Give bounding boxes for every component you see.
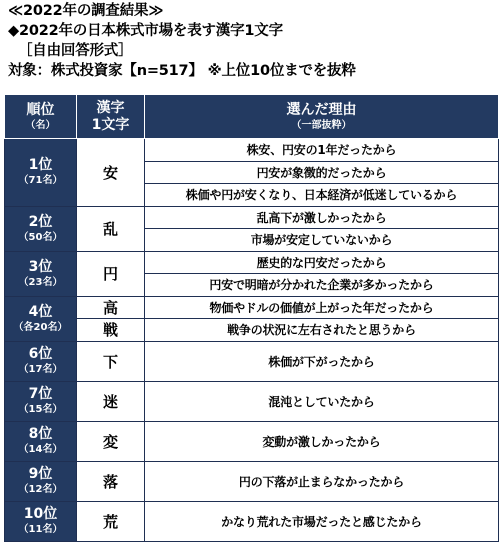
reason-header-label: 選んだ理由 <box>286 101 357 118</box>
reason-cell: 円安で明暗が分かれた企業が多かったから <box>145 274 499 297</box>
rank-label: 2位 <box>28 213 53 230</box>
respondent-count: （23名） <box>18 276 63 288</box>
reason-cell: 歴史的な円安だったから <box>145 251 499 274</box>
table-row <box>5 341 499 381</box>
rank-label: 10位 <box>23 506 58 522</box>
rank-header-label: 順位 <box>26 101 55 118</box>
respondent-count: （14名） <box>18 444 63 455</box>
respondent-count: （17名） <box>18 364 63 375</box>
rank-label: 7位 <box>28 386 53 402</box>
kanji-cell: 戦 <box>77 319 145 342</box>
rank-label: 4位 <box>28 303 53 320</box>
rank-label: 6位 <box>28 346 53 362</box>
reason-cell: 株価が下がったから <box>145 341 499 381</box>
kanji-cell: 荒 <box>77 501 145 541</box>
answer-format-note: ［自由回答形式］ <box>18 43 133 59</box>
kanji-cell: 落 <box>77 461 145 501</box>
rank-label: 1位 <box>28 157 53 174</box>
kanji-header-label-1: 漢字 <box>96 99 125 116</box>
respondent-count: （11名） <box>18 524 63 535</box>
reason-cell: 物価やドルの価値が上がった年だったから <box>145 296 499 319</box>
rank-cell <box>5 139 77 207</box>
rank-cell <box>5 461 77 501</box>
table-row <box>5 381 499 421</box>
table-row <box>5 319 499 342</box>
reason-cell: 変動が激しかったから <box>145 421 499 461</box>
reason-column-header <box>145 95 499 139</box>
rank-cell <box>5 341 77 381</box>
table-row <box>5 461 499 501</box>
rank-label: 3位 <box>28 258 53 275</box>
survey-target-note: 対象：株式投資家【n=517】 ※上位10位までを抜粋 <box>8 63 356 79</box>
rank-cell <box>5 501 77 541</box>
reason-cell: 株安、円安の1年だったから <box>145 139 499 162</box>
kanji-cell: 迷 <box>77 381 145 421</box>
ranking-table <box>4 94 499 542</box>
table-header-row <box>5 95 499 139</box>
table-row <box>5 251 499 274</box>
kanji-cell: 高 <box>77 296 145 319</box>
survey-results-heading: ≪2022年の調査結果≫ <box>8 3 164 19</box>
rank-column-header <box>5 95 77 139</box>
reason-cell: かなり荒れた市場だったと感じたから <box>145 501 499 541</box>
kanji-cell: 変 <box>77 421 145 461</box>
kanji-header-label-2: 1文字 <box>91 116 130 133</box>
ranking-table-body <box>5 139 499 542</box>
table-row <box>5 139 499 162</box>
respondent-count: （15名） <box>18 404 63 415</box>
respondent-count: （50名） <box>18 231 63 243</box>
reason-cell: 戦争の状況に左右されたと思うから <box>145 319 499 342</box>
rank-cell <box>5 381 77 421</box>
kanji-column-header <box>77 95 145 139</box>
reason-cell: 乱高下が激しかったから <box>145 206 499 229</box>
reason-header-sublabel: （一部抜粋） <box>291 119 352 131</box>
rank-cell <box>5 421 77 461</box>
survey-question-title: ◆2022年の日本株式市場を表す漢字1文字 <box>8 23 283 39</box>
reason-cell: 円安が象徴的だったから <box>145 161 499 184</box>
table-row <box>5 296 499 319</box>
respondent-count: （12名） <box>18 484 63 495</box>
kanji-cell: 下 <box>77 341 145 381</box>
rank-header-sublabel: （名） <box>25 119 56 131</box>
reason-cell: 円の下落が止まらなかったから <box>145 461 499 501</box>
reason-cell: 株価や円が安くなり、日本経済が低迷しているから <box>145 184 499 207</box>
respondent-count: （各20名） <box>13 321 68 333</box>
rank-cell <box>5 206 77 251</box>
rank-cell <box>5 251 77 296</box>
kanji-cell: 安 <box>77 139 145 207</box>
rank-label: 9位 <box>28 466 53 482</box>
rank-cell <box>5 296 77 341</box>
kanji-cell: 乱 <box>77 206 145 251</box>
table-row <box>5 501 499 541</box>
rank-label: 8位 <box>28 426 53 442</box>
respondent-count: （71名） <box>18 175 63 187</box>
table-row <box>5 206 499 229</box>
table-row <box>5 421 499 461</box>
reason-cell: 市場が安定していないから <box>145 229 499 252</box>
reason-cell: 混沌としていたから <box>145 381 499 421</box>
kanji-cell: 円 <box>77 251 145 296</box>
